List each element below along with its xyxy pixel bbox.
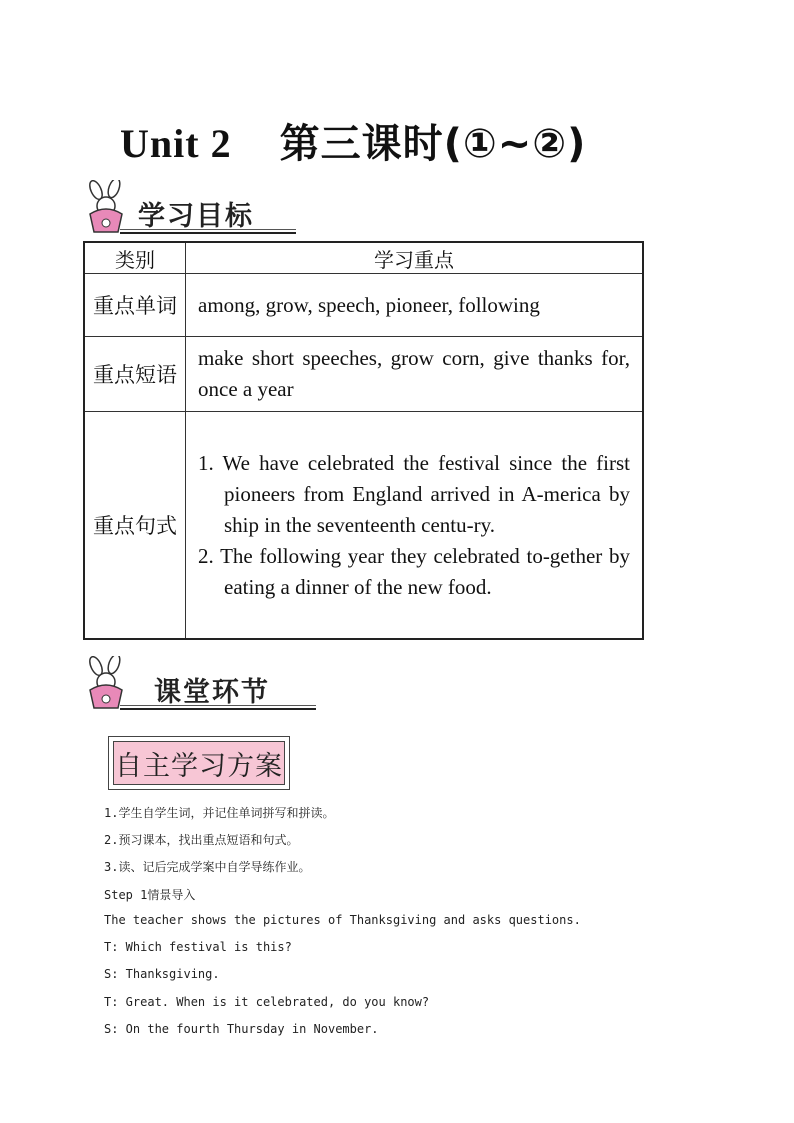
- row-content: [186, 412, 644, 640]
- section-header-goals: [80, 180, 296, 236]
- list-item: 1. We have celebrated the festival since the first pioneers from England arrived in A-merica by ship in the seventeenth centu-ry.: [198, 450, 630, 537]
- text-line: 3.读、记后完成学案中自学导练作业。: [104, 860, 311, 874]
- rabbit-mascot-icon: [80, 656, 136, 712]
- divider: [120, 232, 296, 234]
- sentence-list: [198, 444, 630, 607]
- title-unit: Unit 2: [120, 121, 232, 166]
- text-line: The teacher shows the pictures of Thanksgiving and asks questions.: [104, 913, 581, 927]
- header-focus: 学习重点: [186, 242, 644, 274]
- row-content: among, grow, speech, pioneer, following: [186, 274, 644, 337]
- row-category: 重点短语: [84, 337, 186, 412]
- text-line: Step 1情景导入: [104, 888, 196, 902]
- table-header-row: [84, 242, 643, 274]
- text-line: 1.学生自学生词，并记住单词拼写和拼读。: [104, 806, 335, 820]
- title-lesson: 第三课时(①~②): [279, 121, 587, 167]
- page-title: [120, 112, 680, 169]
- section-label-class: 课堂环节: [154, 677, 270, 708]
- text-line: T: Which festival is this?: [104, 940, 292, 954]
- self-study-label: 自主学习方案: [113, 741, 285, 785]
- header-category: 类别: [84, 242, 186, 274]
- row-content: make short speeches, grow corn, give thanks for, once a year: [186, 337, 644, 412]
- text-line: S: On the fourth Thursday in November.: [104, 1022, 379, 1036]
- divider: [120, 708, 316, 710]
- row-category: 重点单词: [84, 274, 186, 337]
- table-row: [84, 412, 643, 640]
- section-header-class: [80, 656, 316, 712]
- text-line: T: Great. When is it celebrated, do you know?: [104, 995, 430, 1009]
- list-item: 2. The following year they celebrated to-gether by eating a dinner of the new food.: [198, 543, 630, 599]
- table-row: [84, 337, 643, 412]
- row-category: 重点句式: [84, 412, 186, 640]
- goals-table: [83, 241, 644, 640]
- text-line: S: Thanksgiving.: [104, 967, 220, 981]
- divider: [120, 705, 316, 706]
- self-study-box: [108, 736, 290, 790]
- table-row: [84, 274, 643, 337]
- divider: [120, 229, 296, 230]
- rabbit-mascot-icon: [80, 180, 136, 236]
- section-label-goals: 学习目标: [138, 201, 254, 232]
- text-line: 2.预习课本，找出重点短语和句式。: [104, 833, 299, 847]
